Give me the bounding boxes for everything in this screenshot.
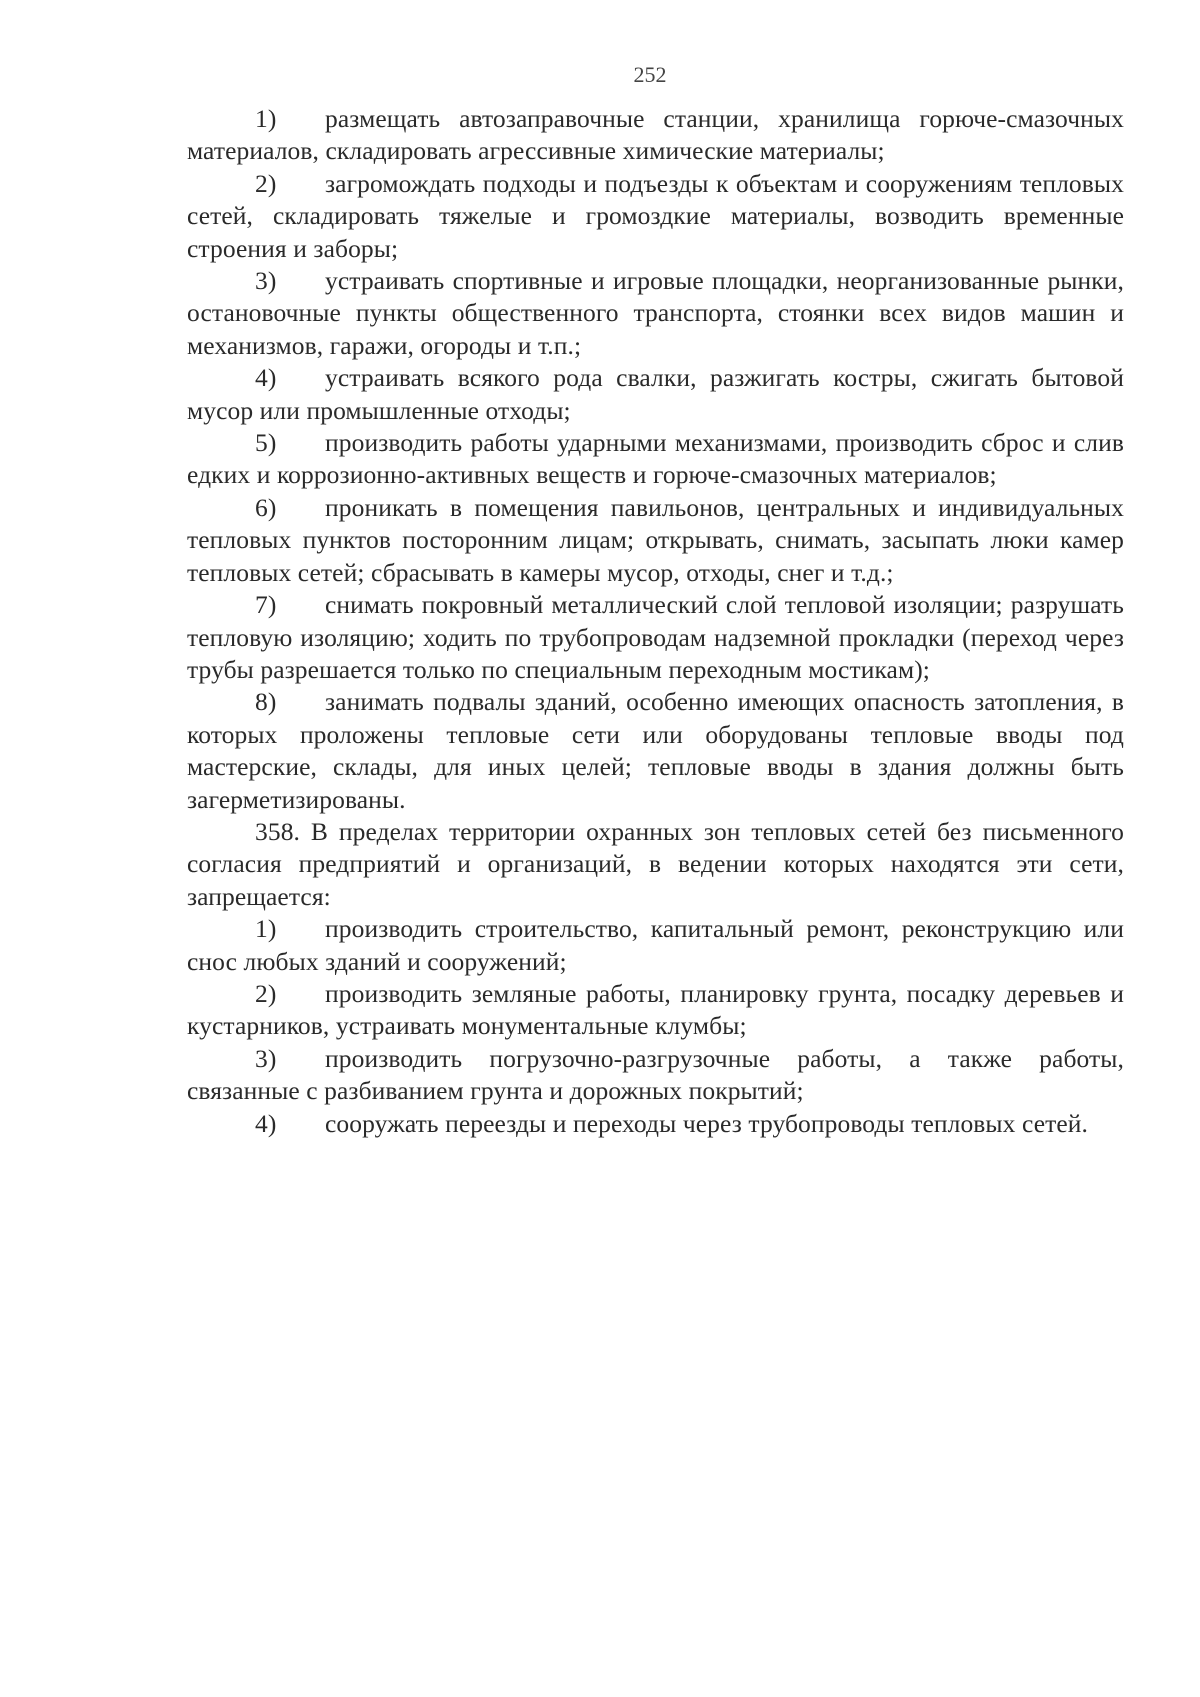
list-item xyxy=(187,265,1124,362)
item-text: производить земляные работы, планировку грунта, посадку деревьев и кустарников, устраивать монументальные клумбы; xyxy=(187,978,1124,1041)
list-item xyxy=(187,686,1124,816)
item-number: 4) xyxy=(255,363,277,393)
item-text: устраивать всякого рода свалки, разжигать костры, сжигать бытовой мусор или промышленные отходы; xyxy=(187,363,1124,425)
list-item xyxy=(187,168,1124,265)
item-number: 2) xyxy=(255,168,277,198)
section-text: 358. В пределах территории охранных зон тепловых сетей без письменного согласия предприятий и организаций, в ведении которых находятся эти сети, запрещается: xyxy=(187,816,1124,911)
item-number: 2) xyxy=(255,978,277,1008)
item-text: производить работы ударными механизмами, производить сброс и слив едких и коррозионно-активных веществ и горюче-смазочных материалов; xyxy=(187,428,1124,490)
list-item xyxy=(187,362,1124,427)
item-number: 8) xyxy=(255,687,277,717)
item-text: загромождать подходы и подъезды к объектам и сооружениям тепловых сетей, складировать тяжелые и громоздкие материалы, возводить временные строения и заборы; xyxy=(187,168,1124,263)
list-item xyxy=(187,589,1124,686)
section-paragraph xyxy=(187,816,1124,913)
item-number: 3) xyxy=(255,266,277,296)
list-item xyxy=(187,427,1124,492)
item-number: 4) xyxy=(255,1108,277,1138)
list-item xyxy=(187,1108,1124,1140)
list-item xyxy=(187,978,1124,1043)
item-text: занимать подвалы зданий, особенно имеющих опасность затопления, в которых проложены тепловые сети или оборудованы тепловые вводы под мастерские, склады, для иных целей; тепловые вводы в здания должны быть загерметизированы. xyxy=(187,687,1124,814)
item-number: 1) xyxy=(255,914,277,944)
item-text: производить погрузочно-разгрузочные работы, а также работы, связанные с разбиванием грунта и дорожных покрытий; xyxy=(187,1043,1124,1106)
item-number: 1) xyxy=(255,104,277,133)
item-number: 5) xyxy=(255,428,277,458)
item-number: 6) xyxy=(255,492,277,522)
page-number: 252 xyxy=(633,62,667,87)
list-item xyxy=(187,913,1124,978)
item-number: 7) xyxy=(255,590,277,620)
document-body xyxy=(187,103,1124,1140)
item-text: размещать автозаправочные станции, хранилища горюче-смазочных материалов, складировать агрессивные химические материалы; xyxy=(187,104,1124,166)
item-text: проникать в помещения павильонов, центральных и индивидуальных тепловых пунктов посторонним лицам; открывать, снимать, засыпать люки камер тепловых сетей; сбрасывать в камеры мусор, отходы, снег и т.д.; xyxy=(187,492,1124,587)
item-text: производить строительство, капитальный ремонт, реконструкцию или снос любых зданий и сооружений; xyxy=(187,914,1124,976)
list-item xyxy=(187,103,1124,168)
item-text: устраивать спортивные и игровые площадки, неорганизованные рынки, остановочные пункты общественного транспорта, стоянки всех видов машин и механизмов, гаражи, огороды и т.п.; xyxy=(187,266,1124,360)
item-number: 3) xyxy=(255,1043,277,1073)
item-text: снимать покровный металлический слой тепловой изоляции; разрушать тепловую изоляцию; ходить по трубопроводам надземной прокладки (переход через трубы разрешается только по специальным переходным мостикам); xyxy=(187,590,1124,684)
list-item xyxy=(187,492,1124,589)
item-text: сооружать переезды и переходы через трубопроводы тепловых сетей. xyxy=(325,1108,1089,1138)
list-item xyxy=(187,1043,1124,1108)
